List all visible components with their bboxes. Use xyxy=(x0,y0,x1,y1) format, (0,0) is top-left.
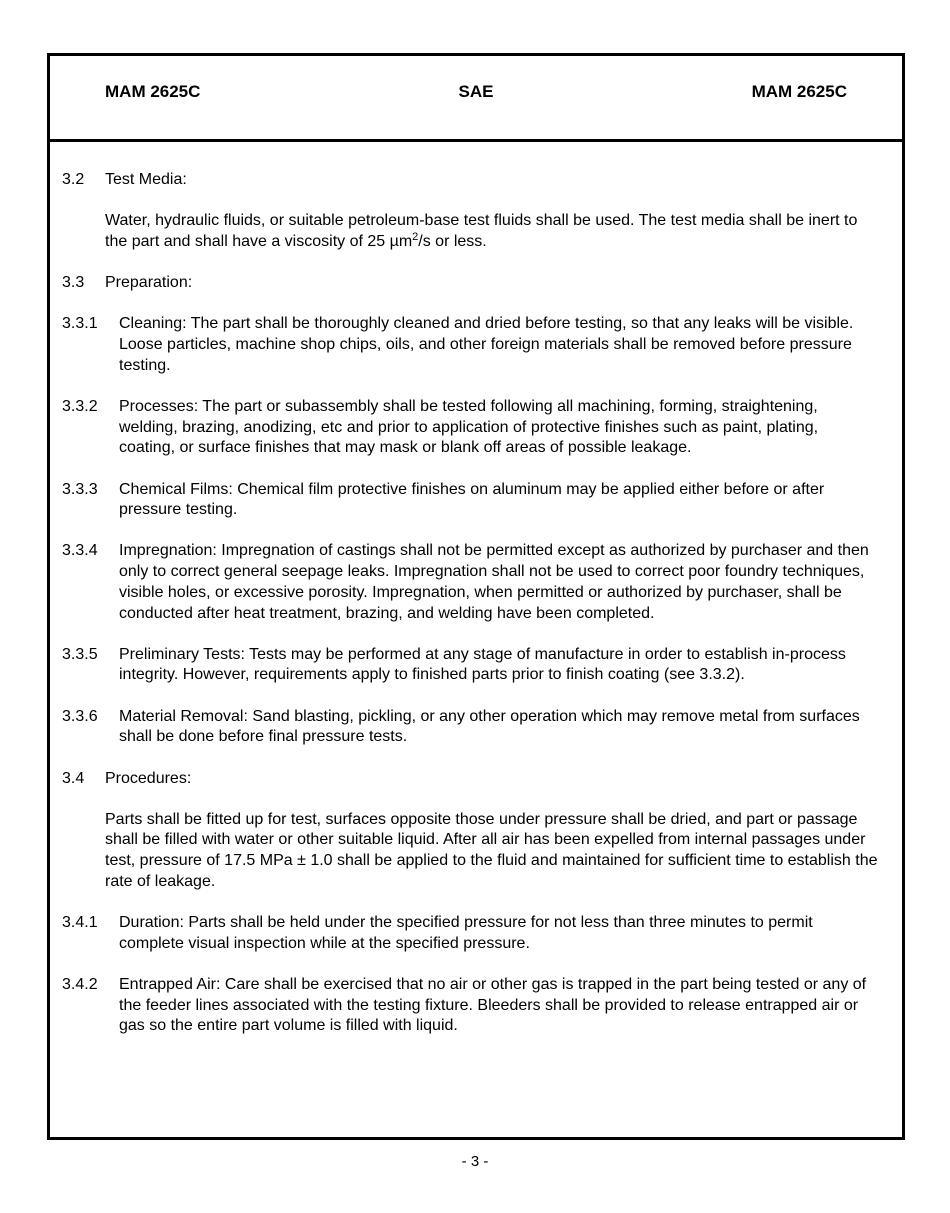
header-doc-id-left: MAM 2625C xyxy=(105,82,201,101)
section-number: 3.3.5 xyxy=(62,645,98,663)
section-title: Procedures: xyxy=(105,769,192,787)
header-org: SAE xyxy=(458,82,494,101)
section-3-2-body xyxy=(105,211,878,252)
section-3-4-body: Parts shall be fitted up for test, surfaces opposite those under pressure shall be dried, and part or passage shall be filled with water or other suitable liquid. After all air has been expelled from internal passages under test, pressure of 17.5 MPa ± 1.0 shall be applied to the fluid and maintained for sufficient time to establish the rate of leakage. xyxy=(105,810,878,890)
section-number: 3.3.3 xyxy=(62,480,98,498)
section-3-4-2 xyxy=(62,975,878,1037)
page-number: - 3 - xyxy=(461,1153,489,1170)
superscript: 2 xyxy=(412,230,419,243)
section-title: Test Media: xyxy=(105,171,187,188)
section-3-3-1 xyxy=(62,314,878,376)
section-3-3-3 xyxy=(62,480,878,521)
section-3-2-heading xyxy=(62,170,878,191)
section-3-3-6 xyxy=(62,707,878,748)
section-text: Processes: The part or subassembly shall be tested following all machining, forming, straightening, welding, brazing, anodizing, etc and prior to application of protective finishes such as paint, plating, coating, or surface finishes that may mask or blank off areas of possible leakage. xyxy=(119,397,819,457)
section-3-3-5 xyxy=(62,645,878,686)
section-3-4-heading xyxy=(62,769,878,790)
section-3-3-heading xyxy=(62,273,878,294)
section-title: Preparation: xyxy=(105,274,193,292)
document-body xyxy=(62,170,878,1058)
body-text: /s or less. xyxy=(418,232,487,250)
section-text: Preliminary Tests: Tests may be performed at any stage of manufacture in order to establish in-process integrity. However, requirements apply to finished parts prior to finish coating (see 3.3.2). xyxy=(119,645,846,684)
section-number: 3.3.6 xyxy=(62,707,98,725)
section-text: Chemical Films: Chemical film protective finishes on aluminum may be applied either before or after pressure testing. xyxy=(119,480,825,519)
section-text: Impregnation: Impregnation of castings shall not be permitted except as authorized by purchaser and then only to correct general seepage leaks. Impregnation shall not be used to correct poor foundry techniques, visible holes, or excessive porosity. Impregnation, when permitted or authorized by purchaser, shall be conducted after heat treatment, brazing, and welding have been completed. xyxy=(119,542,869,622)
section-3-4-1 xyxy=(62,913,878,954)
section-text: Duration: Parts shall be held under the specified pressure for not less than three minutes to permit complete visual inspection while at the specified pressure. xyxy=(119,914,813,952)
section-number: 3.3.4 xyxy=(62,542,98,560)
body-text: Water, hydraulic fluids, or suitable petroleum-base test fluids shall be used. The test media shall be inert to the part and shall have a viscosity of 25 µm xyxy=(105,212,858,250)
section-number: 3.4.2 xyxy=(62,975,98,993)
section-number: 3.2 xyxy=(62,171,85,188)
section-3-3-4 xyxy=(62,541,878,624)
section-text: Entrapped Air: Care shall be exercised that no air or other gas is trapped in the part being tested or any of the feeder lines associated with the testing fixture. Bleeders shall be provided to release entrapped air or gas so the entire part volume is filled with liquid. xyxy=(119,975,867,1035)
section-number: 3.3.1 xyxy=(62,315,98,333)
section-number: 3.3 xyxy=(62,274,85,292)
section-text: Material Removal: Sand blasting, pickling, or any other operation which may remove metal from surfaces shall be done before final pressure tests. xyxy=(119,707,860,746)
header-doc-id-right: MAM 2625C xyxy=(751,82,847,101)
section-number: 3.4 xyxy=(62,769,85,787)
section-3-3-2 xyxy=(62,397,878,459)
section-number: 3.3.2 xyxy=(62,397,98,415)
document-header xyxy=(50,56,902,142)
section-number: 3.4.1 xyxy=(62,914,98,932)
section-text: Cleaning: The part shall be thoroughly cleaned and dried before testing, so that any leaks will be visible. Loose particles, machine shop chips, oils, and other foreign materials shall be removed before pressure testing. xyxy=(119,315,854,374)
